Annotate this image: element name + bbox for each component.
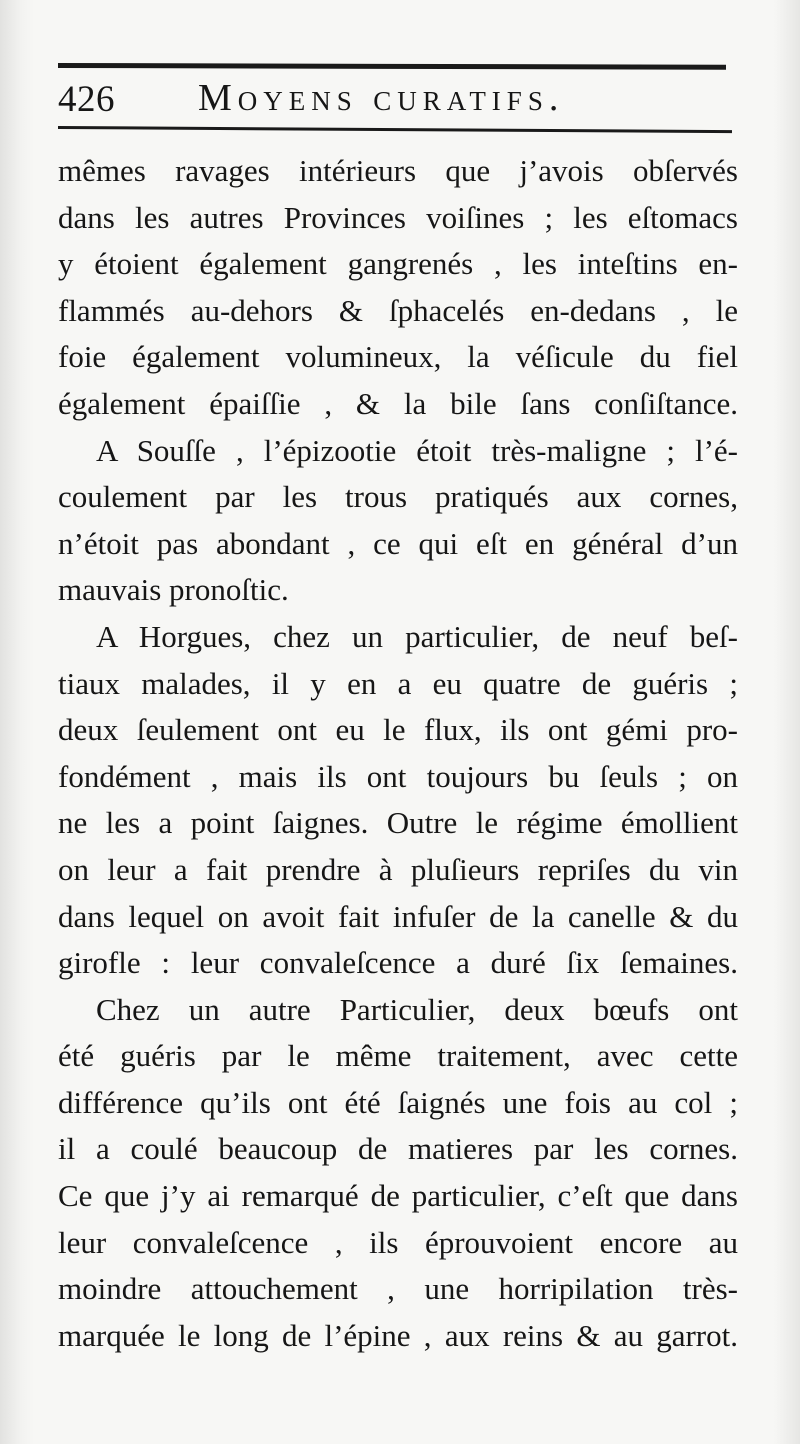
text-line: marquée le long de l’épine , aux reins & au garrot. (58, 1317, 738, 1353)
running-head (58, 72, 728, 122)
text-line: dans les autres Provinces voiſines ; les eſtomacs (58, 199, 738, 235)
text-line: foie également volumineux, la véſicule du fiel (58, 339, 738, 375)
text-line: deux ſeulement ont eu le flux, ils ont gémi pro- (58, 712, 738, 748)
header-rule-top (58, 63, 726, 70)
text-line: mauvais pronoſtic. (58, 572, 289, 608)
text-line: tiaux malades, il y en a eu quatre de guéris ; (58, 665, 738, 701)
text-line: A Horgues, chez un particulier, de neuf beſ- (96, 618, 738, 654)
text-line: on leur a fait prendre à pluſieurs repriſes du vin (58, 851, 738, 887)
running-title: Moyens curatifs. (198, 77, 565, 119)
text-line: mêmes ravages intérieurs que j’avois obſervés (58, 153, 738, 188)
text-line: Chez un autre Particulier, deux bœufs ont (96, 991, 738, 1027)
text-line: moindre attouchement , une horripilation très- (58, 1271, 738, 1307)
text-line: n’étoit pas abondant , ce qui eſt en général d’un (58, 525, 738, 561)
body-text (58, 148, 738, 1359)
text-line: Ce que j’y ai remarqué de particulier, c’eſt que dans (58, 1178, 738, 1214)
page-edge-shadow (774, 0, 800, 1444)
text-line: également épaiſſie , & la bile ſans conſiſtance. (58, 385, 738, 421)
text-line: flammés au-dehors & ſphacelés en-dedans , le (58, 292, 738, 328)
text-line: été guéris par le même traitement, avec cette (58, 1038, 738, 1074)
text-line: dans lequel on avoit fait infuſer de la canelle & du (58, 898, 738, 934)
text-line: A Souſſe , l’épizootie étoit très-maligne ; l’é- (96, 432, 738, 468)
header-rule-bottom (58, 126, 732, 133)
text-line: différence qu’ils ont été ſaignés une fois au col ; (58, 1084, 738, 1120)
text-line: coulement par les trous pratiqués aux cornes, (58, 479, 738, 515)
page-gutter-shadow (0, 0, 34, 1444)
text-line: fondément , mais ils ont toujours bu ſeuls ; on (58, 758, 738, 794)
text-line: ne les a point ſaignes. Outre le régime émollient (58, 805, 738, 841)
text-line: il a coulé beaucoup de matieres par les cornes. (58, 1131, 738, 1167)
text-line: girofle : leur convaleſcence a duré ſix ſemaines. (58, 945, 738, 981)
text-line: leur convaleſcence , ils éprouvoient encore au (58, 1224, 738, 1260)
page-number: 426 (58, 79, 115, 120)
text-line: y étoient également gangrenés , les inteſtins en- (58, 246, 738, 282)
